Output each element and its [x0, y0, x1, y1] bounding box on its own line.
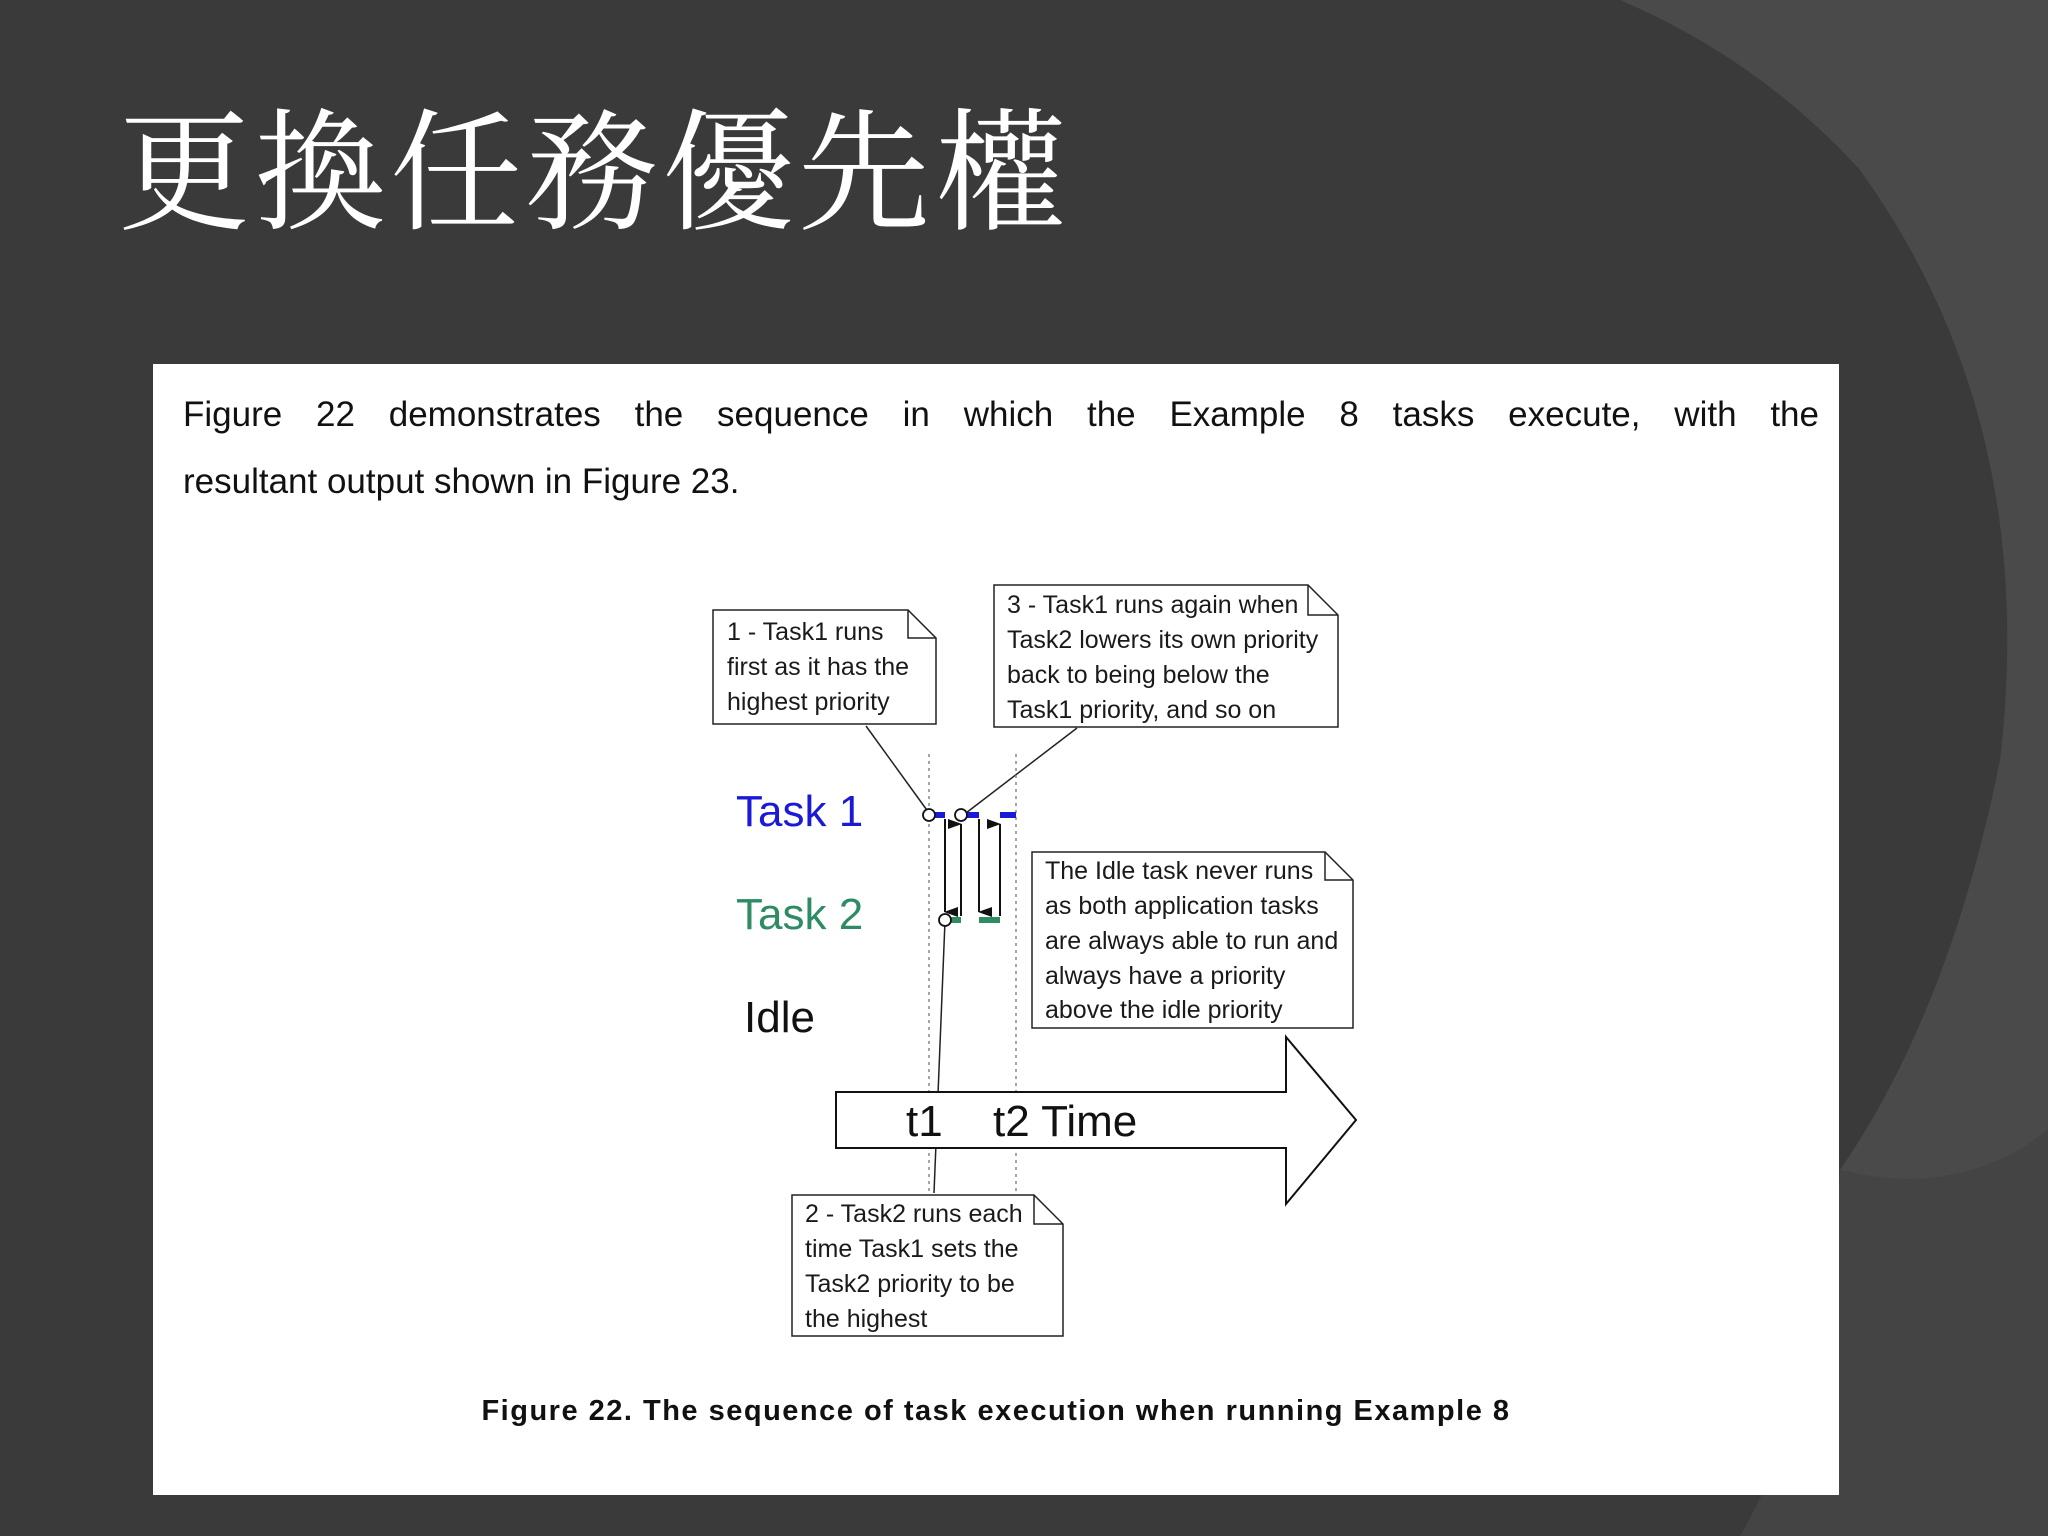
note2-anchor-point: [939, 914, 951, 926]
task1-row-label: Task 1: [736, 787, 864, 836]
note4-line: The Idle task never runs: [1045, 857, 1314, 885]
note4-line: are always able to run and: [1045, 927, 1339, 955]
note3-line: back to being below the: [1007, 661, 1270, 689]
note1-line: 1 - Task1 runs: [727, 618, 884, 646]
note3-line: Task1 priority, and so on: [1007, 696, 1277, 724]
note3-callout: [994, 585, 1338, 727]
intro-text-line-2: resultant output shown in Figure 23.: [183, 462, 740, 501]
note2-line: Task2 priority to be: [805, 1270, 1015, 1298]
note1-leader-line: [866, 726, 929, 813]
note2-leader-line: [934, 921, 945, 1193]
figure-caption: Figure 22. The sequence of task execution when running Example 8: [481, 1395, 1511, 1427]
note3-line: Task2 lowers its own priority: [1007, 626, 1319, 654]
note3-line: 3 - Task1 runs again when: [1007, 591, 1299, 619]
note3-anchor-point: [955, 809, 967, 821]
note1-callout: [713, 610, 936, 724]
note4-line: above the idle priority: [1045, 996, 1283, 1024]
note1-line: highest priority: [727, 688, 890, 716]
note3-leader-line: [966, 728, 1077, 813]
note1-line: first as it has the: [727, 653, 910, 681]
note2-callout: [792, 1195, 1063, 1336]
note2-line: time Task1 sets the: [805, 1235, 1019, 1263]
note4-callout: [1032, 852, 1353, 1028]
note2-line: the highest: [805, 1305, 928, 1333]
t2-time-axis-label: t2 Time: [993, 1097, 1138, 1146]
idle-row-label: Idle: [744, 993, 815, 1042]
note1-anchor-point: [923, 809, 935, 821]
document-image: [153, 364, 1839, 1495]
intro-text-line-1: Figure 22 demonstrates the sequence in which the Example 8 tasks execute, with the: [183, 395, 1819, 434]
t1-axis-label: t1: [906, 1097, 943, 1146]
slide-title: 更換任務優先權: [118, 97, 1070, 251]
task2-row-label: Task 2: [736, 890, 864, 939]
note2-line: 2 - Task2 runs each: [805, 1200, 1023, 1228]
note4-line: always have a priority: [1045, 962, 1286, 990]
note4-line: as both application tasks: [1045, 892, 1319, 920]
task-sequence-diagram: [153, 364, 1839, 1495]
